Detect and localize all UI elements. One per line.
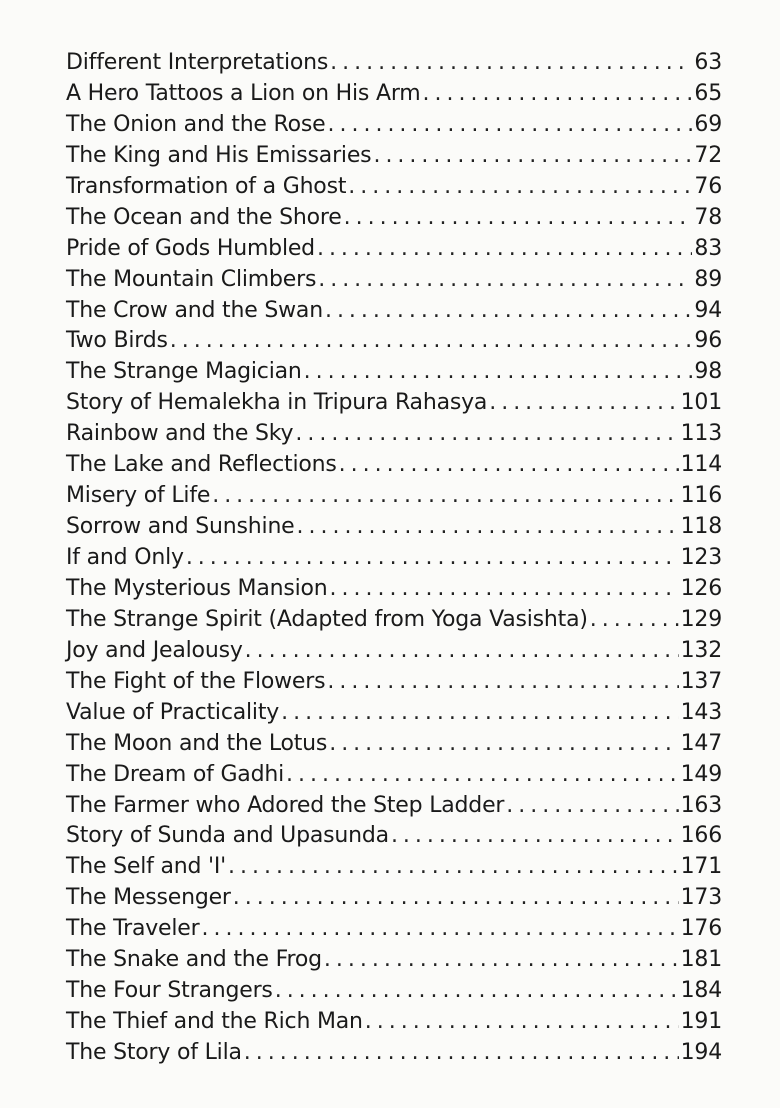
entry-page-number: 126 bbox=[680, 575, 722, 601]
dot-leader bbox=[324, 947, 679, 972]
entry-title: The Mysterious Mansion bbox=[66, 575, 328, 601]
entry-title: Different Interpretations bbox=[66, 50, 329, 75]
entry-page-number: 181 bbox=[680, 947, 722, 973]
dot-leader bbox=[245, 638, 679, 663]
toc-entry bbox=[66, 545, 722, 576]
toc-entry bbox=[66, 514, 722, 545]
entry-page-number: 166 bbox=[680, 823, 722, 849]
entry-page-number: 132 bbox=[680, 637, 722, 663]
toc-entry bbox=[66, 731, 722, 762]
toc-entry bbox=[66, 236, 722, 267]
entry-title: Value of Practicality bbox=[66, 699, 280, 725]
table-of-contents bbox=[66, 50, 722, 1071]
dot-leader bbox=[202, 916, 679, 941]
entry-title: Story of Hemalekha in Tripura Rahasya bbox=[66, 390, 488, 416]
toc-entry bbox=[66, 1040, 722, 1071]
entry-page-number: 118 bbox=[680, 514, 722, 540]
dot-leader bbox=[423, 81, 693, 106]
toc-entry bbox=[66, 700, 722, 731]
dot-leader bbox=[590, 607, 679, 632]
toc-entry bbox=[66, 947, 722, 978]
dot-leader bbox=[339, 452, 679, 477]
entry-page-number: 114 bbox=[680, 452, 722, 478]
toc-entry bbox=[66, 421, 722, 452]
entry-title: The Onion and the Rose bbox=[66, 111, 326, 137]
entry-page-number: 65 bbox=[694, 80, 722, 106]
toc-entry bbox=[66, 885, 722, 916]
entry-title: The Four Strangers bbox=[66, 978, 273, 1004]
entry-page-number: 147 bbox=[680, 730, 722, 756]
toc-entry bbox=[66, 978, 722, 1009]
toc-entry bbox=[66, 174, 722, 205]
dot-leader bbox=[325, 298, 692, 323]
toc-entry bbox=[66, 267, 722, 298]
dot-leader bbox=[365, 1009, 679, 1034]
entry-title: The Self and 'I' bbox=[66, 854, 227, 880]
toc-entry bbox=[66, 1009, 722, 1040]
entry-title: The Mountain Climbers bbox=[66, 266, 317, 292]
dot-leader bbox=[275, 978, 679, 1003]
toc-entry bbox=[66, 112, 722, 143]
entry-page-number: 96 bbox=[694, 328, 722, 354]
entry-title: The Messenger bbox=[66, 885, 231, 911]
dot-leader bbox=[286, 762, 679, 787]
dot-leader bbox=[212, 483, 678, 508]
dot-leader bbox=[186, 545, 679, 570]
entry-title: Misery of Life bbox=[66, 483, 211, 509]
toc-entry bbox=[66, 359, 722, 390]
toc-entry bbox=[66, 793, 722, 824]
entry-title: The Strange Spirit (Adapted from Yoga Vasishta) bbox=[66, 606, 588, 632]
entry-title: Two Birds bbox=[66, 328, 168, 354]
entry-page-number: 116 bbox=[680, 483, 722, 509]
entry-title: The Traveler bbox=[66, 916, 200, 942]
toc-entry bbox=[66, 452, 722, 483]
dot-leader bbox=[304, 359, 693, 384]
dot-leader bbox=[489, 390, 678, 415]
entry-page-number: 123 bbox=[680, 545, 722, 570]
toc-entry bbox=[66, 607, 722, 638]
toc-entry bbox=[66, 390, 722, 421]
toc-entry bbox=[66, 669, 722, 700]
toc-entry bbox=[66, 762, 722, 793]
dot-leader bbox=[170, 328, 693, 353]
dot-leader bbox=[348, 174, 692, 199]
entry-page-number: 72 bbox=[694, 142, 722, 168]
entry-title: The King and His Emissaries bbox=[66, 142, 372, 168]
entry-title: The Story of Lila bbox=[66, 1040, 242, 1065]
entry-page-number: 78 bbox=[694, 204, 722, 230]
dot-leader bbox=[295, 421, 678, 446]
entry-page-number: 137 bbox=[680, 668, 722, 694]
dot-leader bbox=[327, 669, 678, 694]
entry-title: The Dream of Gadhi bbox=[66, 761, 285, 787]
dot-leader bbox=[328, 112, 693, 137]
dot-leader bbox=[329, 731, 678, 756]
entry-page-number: 194 bbox=[680, 1040, 722, 1065]
toc-entry bbox=[66, 854, 722, 885]
toc-entry bbox=[66, 638, 722, 669]
entry-title: Transformation of a Ghost bbox=[66, 173, 347, 199]
entry-page-number: 173 bbox=[680, 885, 722, 911]
entry-page-number: 76 bbox=[694, 173, 722, 199]
entry-title: The Snake and the Frog bbox=[66, 947, 322, 973]
dot-leader bbox=[318, 267, 692, 292]
entry-title: The Thief and the Rich Man bbox=[66, 1009, 363, 1035]
entry-page-number: 129 bbox=[680, 606, 722, 632]
entry-page-number: 63 bbox=[694, 50, 722, 75]
toc-entry bbox=[66, 916, 722, 947]
entry-title: Joy and Jealousy bbox=[66, 637, 243, 663]
entry-page-number: 94 bbox=[694, 297, 722, 323]
entry-title: The Crow and the Swan bbox=[66, 297, 323, 323]
entry-page-number: 176 bbox=[680, 916, 722, 942]
entry-title: Sorrow and Sunshine bbox=[66, 514, 295, 540]
toc-entry bbox=[66, 576, 722, 607]
dot-leader bbox=[373, 143, 692, 168]
entry-title: Rainbow and the Sky bbox=[66, 421, 294, 447]
dot-leader bbox=[317, 236, 692, 261]
dot-leader bbox=[233, 885, 679, 910]
entry-page-number: 89 bbox=[694, 266, 722, 292]
entry-page-number: 191 bbox=[680, 1009, 722, 1035]
dot-leader bbox=[506, 793, 678, 818]
dot-leader bbox=[228, 854, 679, 879]
dot-leader bbox=[281, 700, 679, 725]
entry-page-number: 113 bbox=[680, 421, 722, 447]
entry-title: If and Only bbox=[66, 545, 184, 570]
toc-entry bbox=[66, 50, 722, 81]
toc-entry bbox=[66, 328, 722, 359]
entry-page-number: 143 bbox=[680, 699, 722, 725]
entry-title: The Strange Magician bbox=[66, 359, 302, 385]
entry-page-number: 101 bbox=[680, 390, 722, 416]
entry-title: The Moon and the Lotus bbox=[66, 730, 328, 756]
toc-entry bbox=[66, 823, 722, 854]
dot-leader bbox=[297, 514, 679, 539]
toc-entry bbox=[66, 298, 722, 329]
toc-entry bbox=[66, 483, 722, 514]
toc-entry bbox=[66, 81, 722, 112]
entry-page-number: 171 bbox=[680, 854, 722, 880]
entry-page-number: 184 bbox=[680, 978, 722, 1004]
entry-title: A Hero Tattoos a Lion on His Arm bbox=[66, 80, 421, 106]
dot-leader bbox=[330, 50, 692, 75]
entry-title: The Ocean and the Shore bbox=[66, 204, 342, 230]
dot-leader bbox=[344, 205, 693, 230]
toc-entry bbox=[66, 143, 722, 174]
entry-title: The Fight of the Flowers bbox=[66, 668, 326, 694]
entry-title: The Farmer who Adored the Step Ladder bbox=[66, 792, 505, 818]
entry-title: The Lake and Reflections bbox=[66, 452, 337, 478]
entry-title: Pride of Gods Humbled bbox=[66, 235, 315, 261]
entry-page-number: 83 bbox=[694, 235, 722, 261]
toc-entry bbox=[66, 205, 722, 236]
entry-title: Story of Sunda and Upasunda bbox=[66, 823, 389, 849]
dot-leader bbox=[244, 1040, 679, 1065]
entry-page-number: 149 bbox=[680, 761, 722, 787]
entry-page-number: 69 bbox=[694, 111, 722, 137]
entry-page-number: 98 bbox=[694, 359, 722, 385]
dot-leader bbox=[391, 823, 679, 848]
entry-page-number: 163 bbox=[680, 792, 722, 818]
dot-leader bbox=[330, 576, 679, 601]
